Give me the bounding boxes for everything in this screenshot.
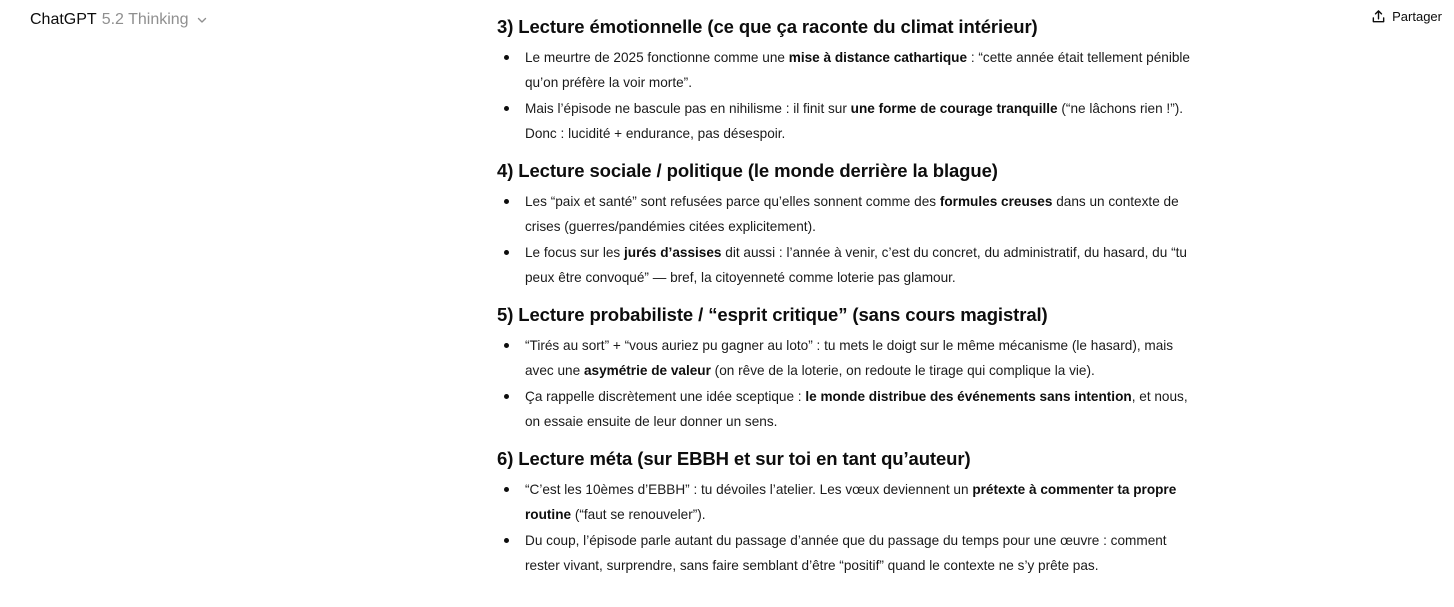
text-run: dit aussi : l’année à venir, c’est du concret, du administratif, du hasard, du “tu peux être convoqué” — bref, la citoyenneté comme loterie pas glamour. bbox=[525, 245, 1187, 285]
text-run: (on rêve de la loterie, on redoute le tirage qui complique la vie). bbox=[710, 363, 1095, 378]
list-item-text bbox=[525, 384, 1197, 434]
list-item bbox=[497, 384, 1197, 434]
bullet-list bbox=[497, 333, 1197, 434]
text-run: Les “paix et santé” sont refusées parce qu’elles sonnent comme des bbox=[525, 194, 940, 209]
section bbox=[497, 447, 1197, 578]
text-run: Mais l’épisode ne bascule pas en nihilisme : il finit sur bbox=[525, 101, 851, 116]
model-selector[interactable] bbox=[30, 10, 208, 30]
list-item bbox=[497, 96, 1197, 146]
text-run: , et nous, on essaie ensuite de leur donner un sens. bbox=[525, 389, 1188, 429]
bullet-list bbox=[497, 477, 1197, 578]
section bbox=[497, 15, 1197, 146]
bold-phrase: une forme de courage tranquille bbox=[850, 101, 1058, 116]
list-item bbox=[497, 528, 1197, 578]
text-run: (“faut se renouveler”). bbox=[571, 507, 706, 522]
section-heading: 4) Lecture sociale / politique (le monde derrière la blague) bbox=[497, 160, 998, 181]
share-icon bbox=[1371, 9, 1386, 24]
text-run: Le focus sur les bbox=[525, 245, 624, 260]
list-item-text bbox=[525, 45, 1197, 95]
text-run: (“ne lâchons rien !”). Donc : lucidité + endurance, pas désespoir. bbox=[525, 101, 1184, 141]
text-run: “C’est les 10èmes d’EBBH” : tu dévoiles l’atelier. Les vœux deviennent un bbox=[525, 482, 973, 497]
bold-phrase: jurés d’assises bbox=[623, 245, 722, 260]
list-item-text bbox=[525, 240, 1197, 290]
list-item bbox=[497, 45, 1197, 95]
text-run: “Tirés au sort” + “vous auriez pu gagner au loto” : tu mets le doigt sur le même mécanisme (le hasard), mais avec une bbox=[525, 338, 1174, 378]
text-run: Le meurtre de 2025 fonctionne comme une bbox=[525, 50, 789, 65]
list-item bbox=[497, 189, 1197, 239]
list-item-text bbox=[525, 333, 1197, 383]
model-name: ChatGPT bbox=[30, 11, 97, 28]
list-item bbox=[497, 477, 1197, 527]
bold-phrase: mise à distance cathartique bbox=[788, 50, 968, 65]
section bbox=[497, 159, 1197, 290]
share-button[interactable] bbox=[1371, 9, 1442, 24]
share-label: Partager bbox=[1392, 9, 1442, 24]
section-heading: 5) Lecture probabiliste / “esprit critique” (sans cours magistral) bbox=[497, 304, 1048, 325]
bullet-list bbox=[497, 45, 1197, 146]
list-item bbox=[497, 240, 1197, 290]
bold-phrase: prétexte à commenter ta propre routine bbox=[525, 482, 1177, 522]
section-heading: 6) Lecture méta (sur EBBH et sur toi en tant qu’auteur) bbox=[497, 448, 971, 469]
chevron-down-icon bbox=[196, 14, 208, 26]
list-item-text bbox=[525, 96, 1197, 146]
list-item-text bbox=[525, 189, 1197, 239]
bold-phrase: formules creuses bbox=[939, 194, 1053, 209]
section-heading: 3) Lecture émotionnelle (ce que ça raconte du climat intérieur) bbox=[497, 16, 1038, 37]
text-run: : “cette année était tellement pénible qu’on préfère la voir morte”. bbox=[525, 50, 1190, 90]
bold-phrase: le monde distribue des événements sans intention bbox=[805, 389, 1132, 404]
model-version: 5.2 Thinking bbox=[101, 11, 189, 28]
list-item-text bbox=[525, 477, 1197, 527]
list-item-text bbox=[525, 528, 1197, 578]
text-run: dans un contexte de crises (guerres/pandémies citées explicitement). bbox=[525, 194, 1179, 234]
text-run: Ça rappelle discrètement une idée sceptique : bbox=[525, 389, 806, 404]
list-item bbox=[497, 333, 1197, 383]
text-run: Du coup, l’épisode parle autant du passage d’année que du passage du temps pour une œuvre : comment rester vivant, surprendre, sans faire semblant d’être “positif” quand le contexte ne s’y prête pas. bbox=[525, 533, 1167, 573]
bold-phrase: asymétrie de valeur bbox=[583, 363, 711, 378]
section bbox=[497, 303, 1197, 434]
bullet-list bbox=[497, 189, 1197, 290]
